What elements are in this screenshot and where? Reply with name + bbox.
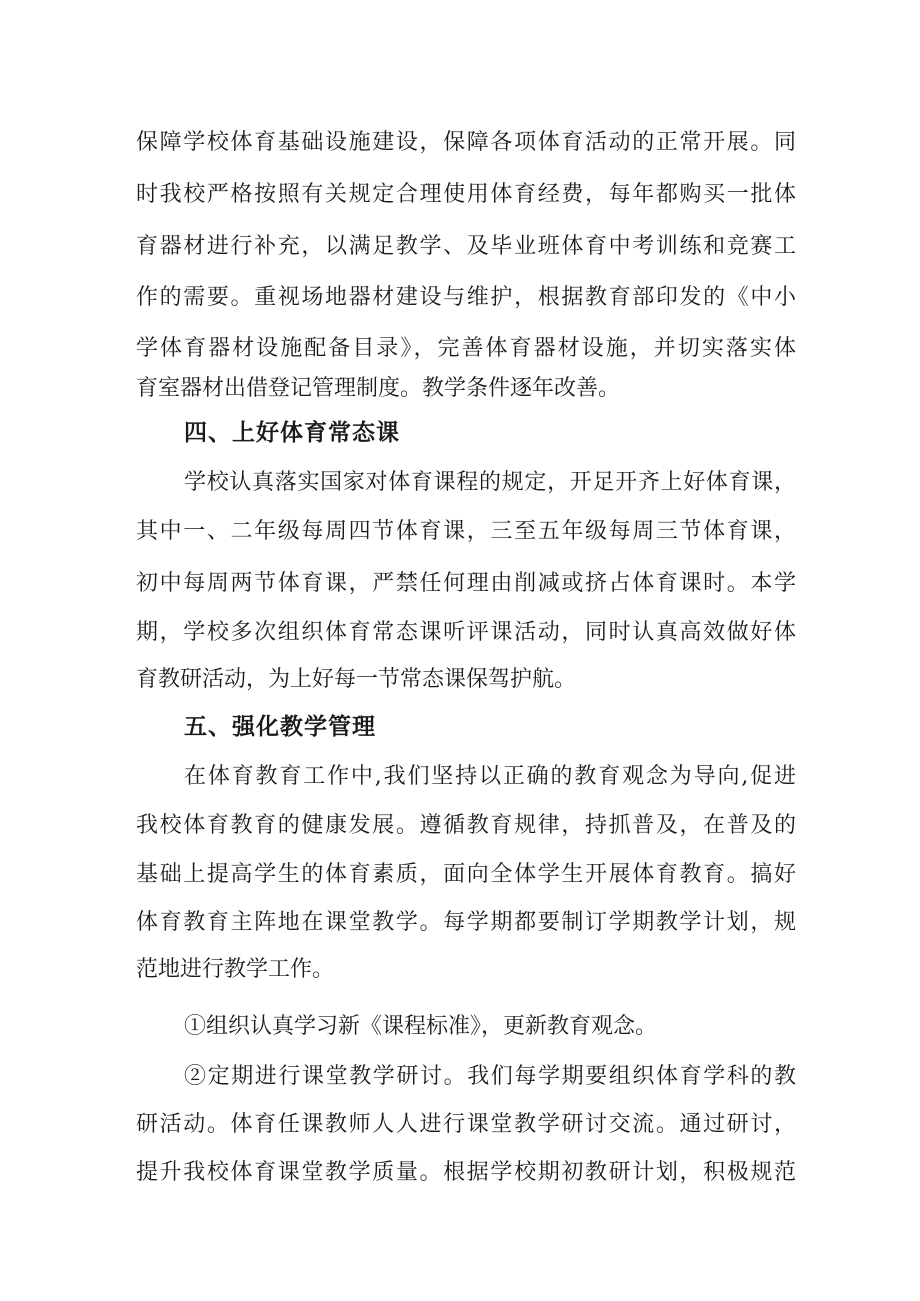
paragraph-line: 其中一、二年级每周四节体育课，三至五年级每周三节体育课， [136, 519, 796, 544]
list-item-2-line: ②定期进行课堂教学研讨。我们每学期要组织体育学科的教 [184, 1064, 796, 1089]
paragraph-line: 时我校严格按照有关规定合理使用体育经费，每年都购买一批体 [136, 182, 796, 207]
list-item-2-line: 提升我校体育课堂教学质量。根据学校期初教研计划，积极规范 [136, 1160, 796, 1185]
paragraph-line: 范地进行教学工作。 [136, 957, 335, 982]
paragraph-line: 育室器材出借登记管理制度。教学条件逐年改善。 [136, 376, 621, 401]
paragraph-line: 我校体育教育的健康发展。遵循教育规律，持抓普及，在普及的 [136, 813, 796, 838]
paragraph-line: 基础上提高学生的体育素质，面向全体学生开展体育教育。搞好 [136, 862, 796, 887]
paragraph-line: 在体育教育工作中,我们坚持以正确的教育观念为导向,促进 [184, 764, 796, 789]
list-item-1: ①组织认真学习新《课程标准》，更新教育观念。 [184, 1014, 658, 1039]
paragraph-line: 育教研活动，为上好每一节常态课保驾护航。 [136, 667, 577, 692]
list-item-2-line: 研活动。体育任课教师人人进行课堂教学研讨交流。通过研讨， [136, 1112, 796, 1137]
paragraph-line: 初中每周两节体育课，严禁任何理由削减或挤占体育课时。本学 [136, 571, 796, 596]
paragraph-line: 学体育器材设施配备目录》，完善体育器材设施，并切实落实体 [136, 336, 796, 361]
paragraph-line: 学校认真落实国家对体育课程的规定，开足开齐上好体育课， [184, 470, 796, 495]
paragraph-line: 作的需要。重视场地器材建设与维护，根据教育部印发的《中小 [136, 285, 796, 310]
paragraph-line: 体育教育主阵地在课堂教学。每学期都要制订学期教学计划，规 [136, 910, 796, 935]
paragraph-line: 保障学校体育基础设施建设，保障各项体育活动的正常开展。同 [136, 130, 796, 155]
section-heading-4: 四、上好体育常态课 [184, 420, 400, 446]
section-heading-5: 五、强化教学管理 [184, 714, 376, 740]
paragraph-line: 育器材进行补充，以满足教学、及毕业班体育中考训练和竞赛工 [136, 234, 796, 259]
paragraph-line: 期，学校多次组织体育常态课听评课活动，同时认真高效做好体 [136, 620, 796, 645]
